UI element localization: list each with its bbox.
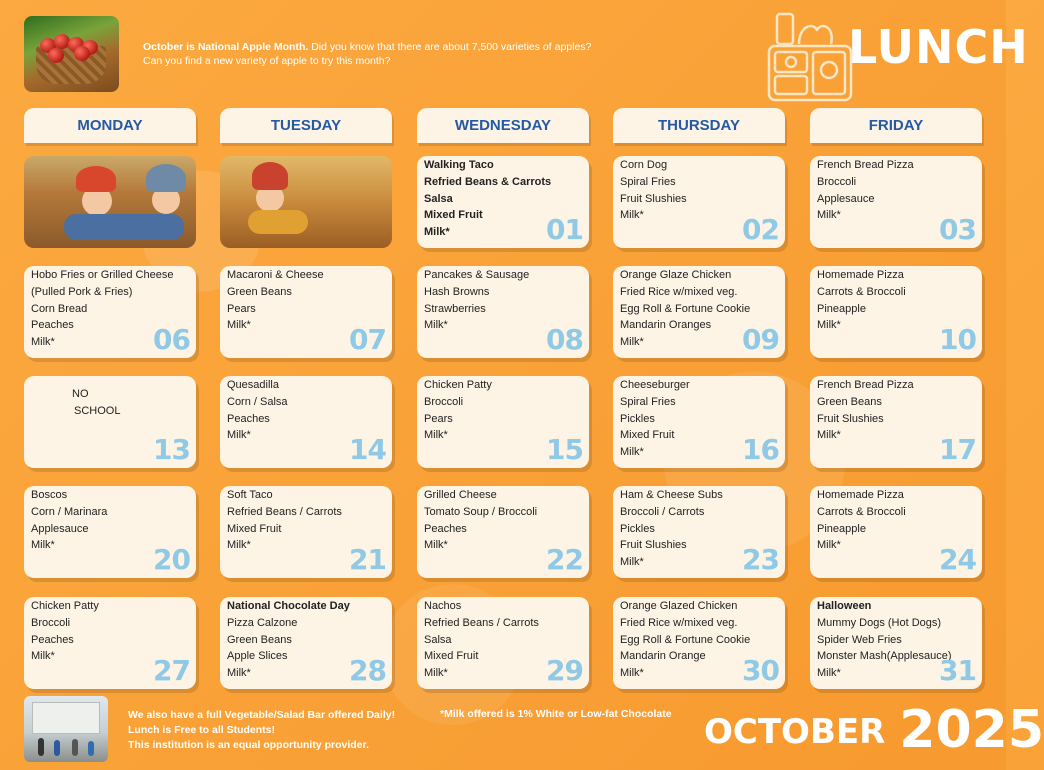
menu-item: Milk*	[227, 539, 251, 552]
menu-item: Homemade Pizza	[817, 489, 904, 501]
day-header-wednesday: WEDNESDAY	[417, 108, 589, 143]
date-number: 24	[939, 543, 976, 576]
menu-item: Milk*	[817, 539, 841, 552]
day-cell-03	[810, 156, 982, 248]
menu-item: Milk*	[620, 336, 644, 349]
menu-item: Milk*	[227, 667, 251, 680]
menu-item: Milk*	[424, 319, 448, 332]
menu-item: Pineapple	[817, 522, 866, 535]
day-cell-02	[613, 156, 785, 248]
date-number: 08	[546, 323, 583, 356]
date-number: 14	[349, 433, 386, 466]
menu-item: Refried Beans / Carrots	[227, 505, 342, 518]
menu-item: Fried Rice w/mixed veg.	[620, 285, 738, 298]
menu-item: French Bread Pizza	[817, 159, 914, 171]
menu-item: Egg Roll & Fortune Cookie	[620, 633, 751, 646]
menu-item: Corn Dog	[620, 159, 668, 171]
salad-bar-note: We also have a full Vegetable/Salad Bar offered Daily!	[128, 709, 396, 721]
menu-item: SCHOOL	[74, 404, 121, 417]
year-label: 2025	[899, 700, 1044, 760]
menu-item: Peaches	[424, 522, 467, 535]
menu-item: Milk*	[31, 336, 55, 349]
menu-item: Applesauce	[31, 522, 89, 535]
day-header-friday: FRIDAY	[810, 108, 982, 143]
lunchbox-icon	[765, 8, 855, 104]
day-cell-16	[613, 376, 785, 468]
menu-item: Mixed Fruit	[424, 650, 479, 663]
menu-item: Peaches	[31, 319, 74, 332]
menu-item: Fruit Slushies	[620, 539, 687, 552]
menu-item: Milk*	[817, 429, 841, 442]
menu-item: Orange Glaze Chicken	[620, 269, 732, 281]
menu-item: Chicken Patty	[424, 379, 492, 391]
menu-item: Pizza Calzone	[227, 616, 298, 629]
menu-item: Broccoli	[31, 616, 71, 629]
menu-item: Spider Web Fries	[817, 633, 902, 646]
menu-item: Tomato Soup / Broccoli	[424, 505, 538, 518]
month-year-title	[704, 700, 1044, 760]
date-number: 29	[546, 654, 583, 687]
menu-item: Corn / Marinara	[31, 505, 108, 518]
day-cell-20	[24, 486, 196, 578]
date-number: 13	[153, 433, 190, 466]
menu-item: Strawberries	[424, 302, 486, 315]
menu-item: Cheeseburger	[620, 379, 690, 391]
menu-item: Pears	[424, 412, 453, 425]
menu-item: Egg Roll & Fortune Cookie	[620, 302, 751, 315]
apple-basket-photo	[24, 16, 119, 92]
date-number: 02	[742, 213, 779, 246]
footer-notes	[128, 708, 395, 753]
menu-item: Milk*	[817, 209, 841, 222]
menu-item: National Chocolate Day	[227, 600, 350, 612]
day-header-tuesday: TUESDAY	[220, 108, 392, 143]
menu-item: Milk*	[424, 539, 448, 552]
menu-item: Walking Taco	[424, 159, 494, 171]
date-number: 20	[153, 543, 190, 576]
equal-opportunity-note: This institution is an equal opportunity provider.	[128, 739, 369, 751]
day-cell-07	[220, 266, 392, 358]
menu-item: Soft Taco	[227, 489, 273, 501]
menu-item: Halloween	[817, 600, 872, 612]
menu-item: Mandarin Orange	[620, 650, 706, 663]
menu-item: Mandarin Oranges	[620, 319, 712, 332]
intro-line-1: Did you know that there are about 7,500 varieties of apples?	[308, 41, 592, 53]
menu-item: Fruit Slushies	[817, 412, 884, 425]
milk-note: *Milk offered is 1% White or Low-fat Chocolate	[440, 708, 672, 720]
menu-item: Refried Beans & Carrots	[424, 175, 552, 188]
date-number: 15	[546, 433, 583, 466]
menu-item: Carrots & Broccoli	[817, 285, 906, 298]
menu-item: Hash Browns	[424, 285, 490, 298]
day-header-monday: MONDAY	[24, 108, 196, 143]
menu-item: Milk*	[817, 319, 841, 332]
menu-item: Monster Mash(Applesauce)	[817, 650, 952, 663]
menu-item: Salsa	[424, 192, 453, 205]
date-number: 27	[153, 654, 190, 687]
menu-item: Milk*	[424, 667, 448, 680]
intro-bold: October is National Apple Month.	[143, 41, 309, 53]
day-cell-28	[220, 597, 392, 689]
day-cell-17	[810, 376, 982, 468]
menu-item: Pancakes & Sausage	[424, 269, 530, 281]
menu-item: NO	[72, 388, 89, 400]
day-cell-24	[810, 486, 982, 578]
day-cell-06	[24, 266, 196, 358]
menu-item: Milk*	[424, 429, 448, 442]
menu-item: Milk*	[620, 209, 644, 222]
day-cell-23	[613, 486, 785, 578]
date-number: 16	[742, 433, 779, 466]
menu-item: Refried Beans / Carrots	[424, 616, 539, 629]
date-number: 28	[349, 654, 386, 687]
menu-item: Mummy Dogs (Hot Dogs)	[817, 616, 942, 629]
menu-item: Fruit Slushies	[620, 192, 687, 205]
menu-item: Macaroni & Cheese	[227, 269, 324, 281]
menu-item: Carrots & Broccoli	[817, 505, 906, 518]
day-cell-08	[417, 266, 589, 358]
menu-item: Spiral Fries	[620, 175, 676, 188]
menu-item: Mixed Fruit	[424, 209, 483, 222]
menu-item: Grilled Cheese	[424, 489, 497, 501]
date-number: 01	[546, 213, 583, 246]
day-cell-31	[810, 597, 982, 689]
menu-item: Ham & Cheese Subs	[620, 489, 723, 501]
menu-item: French Bread Pizza	[817, 379, 914, 391]
menu-item: Peaches	[227, 412, 270, 425]
lunch-title: LUNCH	[848, 20, 1029, 74]
menu-item: Hobo Fries or Grilled Cheese	[31, 269, 174, 281]
menu-item: Milk*	[620, 556, 644, 569]
day-cell-14	[220, 376, 392, 468]
girl-in-leaves-photo	[220, 156, 392, 248]
menu-item: Corn Bread	[31, 302, 88, 315]
menu-item: Milk*	[227, 319, 251, 332]
date-number: 22	[546, 543, 583, 576]
menu-item: Milk*	[620, 667, 644, 680]
menu-item: Milk*	[31, 650, 55, 663]
date-number: 07	[349, 323, 386, 356]
day-cell-30	[613, 597, 785, 689]
date-number: 06	[153, 323, 190, 356]
menu-item: Green Beans	[227, 285, 292, 298]
menu-item: Quesadilla	[227, 379, 279, 391]
menu-item: Milk*	[31, 539, 55, 552]
date-number: 31	[939, 654, 976, 687]
day-cell-27	[24, 597, 196, 689]
date-number: 21	[349, 543, 386, 576]
menu-item: Fried Rice w/mixed veg.	[620, 616, 738, 629]
menu-item: Peaches	[31, 633, 74, 646]
day-cell-22	[417, 486, 589, 578]
date-number: 10	[939, 323, 976, 356]
menu-item: Milk*	[817, 667, 841, 680]
menu-item: Green Beans	[227, 633, 292, 646]
menu-item: Chicken Patty	[31, 600, 99, 612]
menu-item: Nachos	[424, 600, 462, 612]
menu-item: Salsa	[424, 633, 452, 646]
menu-item: Pineapple	[817, 302, 866, 315]
menu-item: Orange Glazed Chicken	[620, 600, 738, 612]
menu-item: Milk*	[227, 429, 251, 442]
day-cell-09	[613, 266, 785, 358]
kids-in-leaves-photo	[24, 156, 196, 248]
menu-item: Broccoli	[817, 175, 857, 188]
menu-item: Broccoli	[424, 395, 464, 408]
menu-item: Corn / Salsa	[227, 395, 288, 408]
date-number: 03	[939, 213, 976, 246]
school-photo	[24, 696, 108, 762]
menu-item: Spiral Fries	[620, 395, 676, 408]
date-number: 09	[742, 323, 779, 356]
menu-item: Pears	[227, 302, 256, 315]
menu-item: Green Beans	[817, 395, 882, 408]
menu-item: Pickles	[620, 522, 655, 535]
date-number: 17	[939, 433, 976, 466]
apple-month-intro	[143, 40, 703, 68]
menu-item: Broccoli / Carrots	[620, 505, 705, 518]
free-lunch-note: Lunch is Free to all Students!	[128, 724, 276, 736]
menu-item: Pickles	[620, 412, 655, 425]
menu-item: Mixed Fruit	[227, 522, 282, 535]
day-cell-01	[417, 156, 589, 248]
menu-item: Milk*	[424, 226, 450, 239]
month-label: OCTOBER	[704, 712, 886, 752]
day-cell-21	[220, 486, 392, 578]
menu-items	[72, 386, 192, 420]
day-cell-10	[810, 266, 982, 358]
date-number: 23	[742, 543, 779, 576]
day-cell-13	[24, 376, 196, 468]
menu-item: Milk*	[620, 446, 644, 459]
menu-item: Homemade Pizza	[817, 269, 904, 281]
menu-item: Mixed Fruit	[620, 429, 675, 442]
day-header-thursday: THURSDAY	[613, 108, 785, 143]
day-cell-15	[417, 376, 589, 468]
intro-line-2: Can you find a new variety of apple to try this month?	[143, 55, 391, 67]
menu-item: Boscos	[31, 489, 68, 501]
menu-item: (Pulled Pork & Fries)	[31, 285, 133, 298]
day-cell-29	[417, 597, 589, 689]
menu-item: Applesauce	[817, 192, 875, 205]
menu-item: Apple Slices	[227, 650, 288, 663]
date-number: 30	[742, 654, 779, 687]
